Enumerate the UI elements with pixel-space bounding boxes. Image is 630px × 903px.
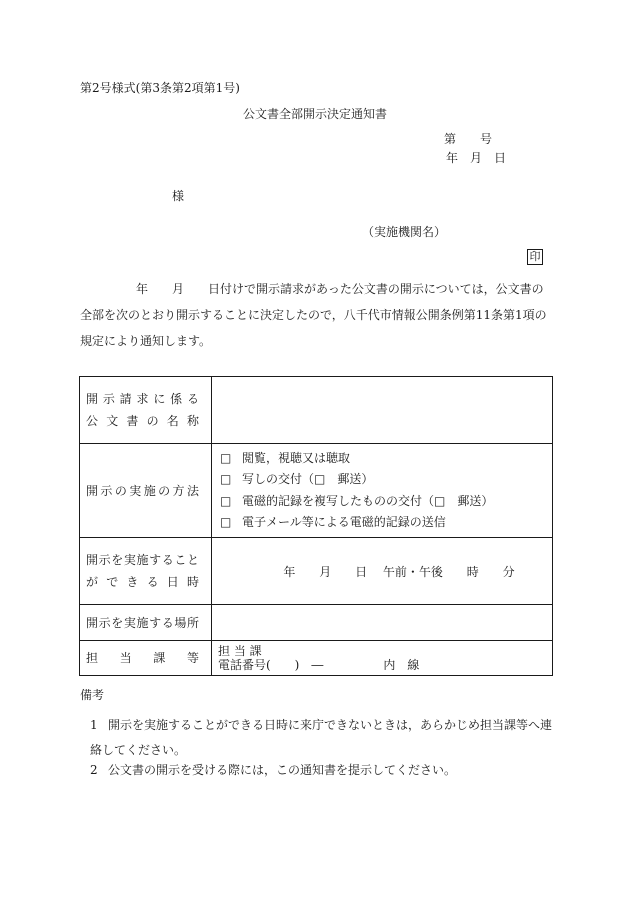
department-label: 担当課等 — [80, 641, 212, 676]
department-line: 担 当 課 — [218, 644, 262, 658]
minute-label: 分 — [502, 564, 515, 579]
table-row — [80, 444, 553, 538]
datetime-field[interactable] — [212, 538, 553, 605]
day-label: 日 — [355, 564, 368, 579]
place-field[interactable] — [212, 605, 553, 641]
place-label: 開示を実施する場所 — [80, 605, 212, 641]
contact-field[interactable] — [212, 641, 553, 676]
document-date-label: 年 月 日 — [446, 151, 507, 165]
datetime-label: 開示を実施すること ができる日時 — [80, 538, 212, 605]
option-copy[interactable]: □ 写しの交付（□ 郵送） — [212, 469, 552, 491]
remark-item: 2 公文書の開示を受ける際には，この通知書を提示してください。 — [90, 763, 457, 777]
document-number-label: 第 号 — [444, 132, 493, 146]
table-row — [80, 641, 553, 676]
notice-body: 年 月 日付けで開示請求があった公文書の開示については，公文書の全部を次のとおり開示することに決定したので，八千代市情報公開条例第11条第1項の規定により通知します。 — [80, 282, 547, 348]
phone-line: 電話番号( ) ― 内 線 — [218, 658, 420, 672]
table-row — [80, 538, 553, 605]
year-label: 年 — [283, 564, 296, 579]
checkbox-icon[interactable]: □ — [220, 493, 232, 508]
remarks-heading: 備考 — [80, 688, 105, 702]
table-row — [80, 605, 553, 641]
checkbox-icon[interactable]: □ — [220, 450, 232, 465]
document-title: 公文書全部開示決定通知書 — [242, 107, 387, 121]
method-label: 開示の実施の方法 — [80, 444, 212, 538]
document-name-label: 開示請求に係る 公文書の名称 — [80, 377, 212, 444]
option-viewing[interactable]: □ 閲覧，視聴又は聴取 — [212, 448, 552, 470]
checkbox-icon[interactable]: □ — [220, 515, 232, 529]
ampm-label: 午前・午後 — [382, 564, 443, 579]
remark-item: 1 開示を実施することができる日時に来庁できないときは，あらかじめ担当課等へ連絡してください。 — [90, 718, 553, 757]
document-name-field[interactable] — [212, 377, 553, 444]
disclosure-table — [79, 376, 553, 676]
form-number: 第2号様式(第3条第2項第1号) — [80, 81, 240, 95]
addressee-suffix: 様 — [172, 189, 185, 203]
month-label: 月 — [319, 564, 332, 579]
checkbox-icon[interactable]: □ — [220, 472, 232, 486]
method-options — [212, 444, 553, 538]
agency-name-label: （実施機関名） — [362, 225, 447, 239]
option-email[interactable]: □ 電子メール等による電磁的記録の送信 — [212, 512, 552, 534]
seal-mark: 印 — [527, 249, 543, 265]
table-row — [80, 377, 553, 444]
hour-label: 時 — [466, 564, 479, 579]
option-electronic-copy[interactable]: □ 電磁的記録を複写したものの交付（□ 郵送） — [212, 491, 552, 513]
